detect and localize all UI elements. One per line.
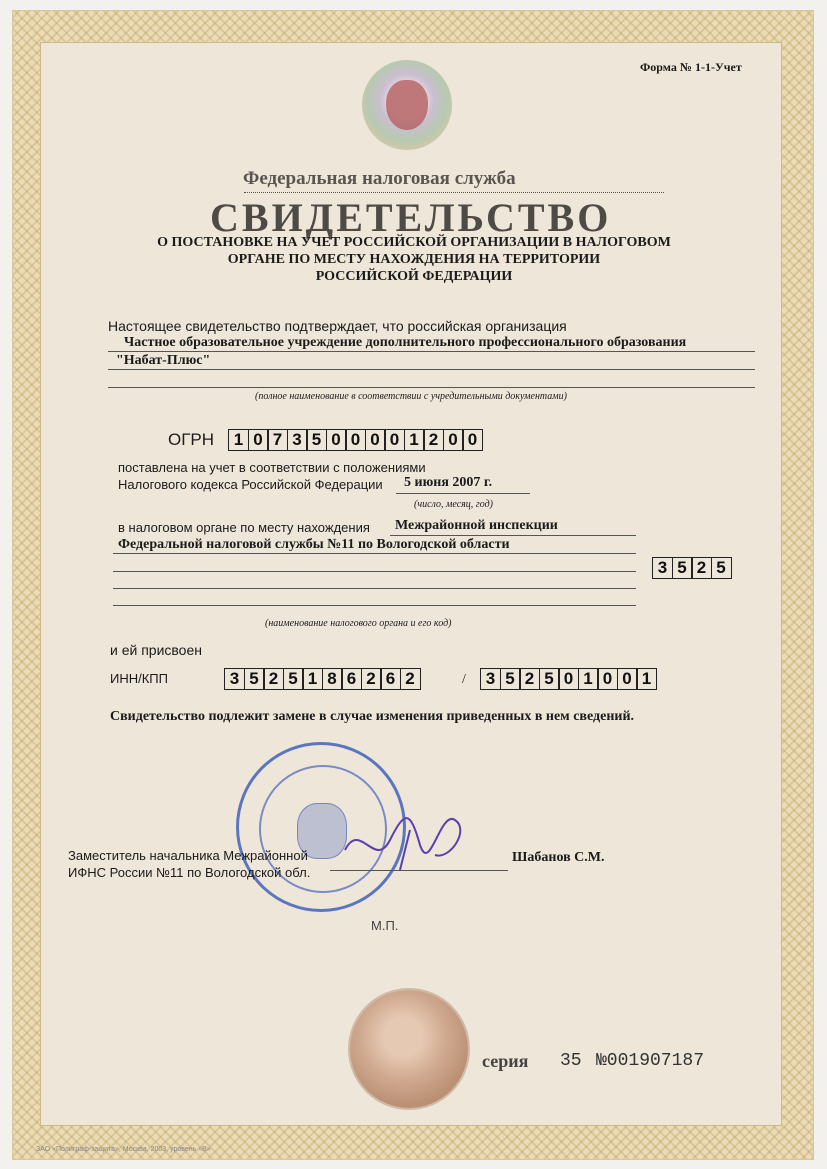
series-label: серия bbox=[482, 1051, 529, 1071]
office-code-digit: 2 bbox=[691, 557, 712, 579]
ogrn-digit: 0 bbox=[326, 429, 347, 451]
date-caption: (число, месяц, год) bbox=[414, 499, 493, 510]
ogrn-digit: 2 bbox=[423, 429, 444, 451]
office-underline-3 bbox=[113, 571, 636, 572]
kpp-digit: 5 bbox=[539, 668, 560, 690]
kpp-digit: 3 bbox=[480, 668, 501, 690]
inn-digit: 2 bbox=[361, 668, 382, 690]
office-code-digit: 3 bbox=[652, 557, 673, 579]
ogrn-digit: 0 bbox=[384, 429, 405, 451]
ogrn-digit: 1 bbox=[404, 429, 425, 451]
tax-office-name-2: Федеральной налоговой службы №11 по Вологодской области bbox=[118, 537, 510, 552]
tax-office-intro: в налоговом органе по месту нахождения bbox=[118, 520, 370, 535]
inn-cells bbox=[224, 668, 421, 690]
org-caption: (полное наименование в соответствии с учредительными документами) bbox=[255, 391, 567, 402]
inn-digit: 6 bbox=[341, 668, 362, 690]
subtitle-line-3: РОССИЙСКОЙ ФЕДЕРАЦИИ bbox=[315, 269, 513, 284]
ogrn-digit: 0 bbox=[365, 429, 386, 451]
inn-digit: 2 bbox=[263, 668, 284, 690]
office-underline-5 bbox=[113, 605, 636, 606]
ogrn-digit: 0 bbox=[462, 429, 483, 451]
ogrn-cells bbox=[228, 429, 483, 451]
registered-text-2: Налогового кодекса Российской Федерации bbox=[118, 477, 383, 492]
seal-place-mark: М.П. bbox=[371, 918, 399, 933]
org-name-line-2: "Набат-Плюс" bbox=[116, 353, 211, 368]
kpp-digit: 2 bbox=[519, 668, 540, 690]
kpp-digit: 1 bbox=[578, 668, 599, 690]
ogrn-digit: 7 bbox=[267, 429, 288, 451]
inn-digit: 8 bbox=[322, 668, 343, 690]
embossed-seal bbox=[350, 990, 468, 1108]
signature-icon bbox=[340, 800, 480, 880]
office-underline-4 bbox=[113, 588, 636, 589]
org-underline-3 bbox=[108, 387, 755, 388]
ogrn-digit: 0 bbox=[345, 429, 366, 451]
office-code-digit: 5 bbox=[672, 557, 693, 579]
intro-text: Настоящее свидетельство подтверждает, что российская организация bbox=[108, 318, 567, 334]
kpp-digit: 0 bbox=[617, 668, 638, 690]
series-value: 35 bbox=[560, 1051, 582, 1071]
org-name-line-1: Частное образовательное учреждение дополнительного профессионального образования bbox=[124, 335, 687, 350]
ogrn-label: ОГРН bbox=[168, 430, 215, 449]
signer-title-1: Заместитель начальника Межрайонной bbox=[68, 848, 308, 863]
registration-date: 5 июня 2007 г. bbox=[404, 475, 493, 490]
org-underline-2 bbox=[108, 369, 755, 370]
assigned-text: и ей присвоен bbox=[110, 642, 202, 658]
signer-title-2: ИФНС России №11 по Вологодской обл. bbox=[68, 865, 311, 880]
registered-text-1: поставлена на учет в соответствии с положениями bbox=[118, 460, 426, 475]
inn-kpp-label: ИНН/КПП bbox=[110, 671, 168, 686]
inn-digit: 5 bbox=[283, 668, 304, 690]
kpp-digit: 5 bbox=[500, 668, 521, 690]
signer-name: Шабанов С.М. bbox=[512, 850, 605, 865]
ogrn-digit: 5 bbox=[306, 429, 327, 451]
inn-digit: 3 bbox=[224, 668, 245, 690]
printer-note: ЗАО «Полиграф-защита», Москва, 2003, уровень «В» bbox=[36, 1146, 211, 1153]
kpp-digit: 0 bbox=[597, 668, 618, 690]
subtitle-line-1: О ПОСТАНОВКЕ НА УЧЕТ РОССИЙСКОЙ ОРГАНИЗАЦИИ В НАЛОГОВОМ bbox=[157, 235, 671, 250]
tax-office-name-1: Межрайонной инспекции bbox=[395, 518, 558, 533]
inn-digit: 1 bbox=[302, 668, 323, 690]
office-code-digit: 5 bbox=[711, 557, 732, 579]
ogrn-digit: 0 bbox=[248, 429, 269, 451]
kpp-digit: 1 bbox=[636, 668, 657, 690]
subtitle-line-2: ОРГАНЕ ПО МЕСТУ НАХОЖДЕНИЯ НА ТЕРРИТОРИИ bbox=[227, 252, 601, 267]
inn-kpp-slash: / bbox=[462, 672, 466, 687]
inn-digit: 2 bbox=[400, 668, 421, 690]
certificate-number: №001907187 bbox=[596, 1051, 705, 1071]
tax-office-code-cells bbox=[652, 557, 732, 579]
agency-underline bbox=[244, 192, 664, 193]
office-caption: (наименование налогового органа и его код) bbox=[265, 618, 452, 629]
ogrn-digit: 0 bbox=[443, 429, 464, 451]
kpp-digit: 0 bbox=[558, 668, 579, 690]
ogrn-digit: 3 bbox=[287, 429, 308, 451]
document-title: СВИДЕТЕЛЬСТВО bbox=[210, 195, 612, 240]
office-underline-2 bbox=[113, 553, 636, 554]
kpp-cells bbox=[480, 668, 657, 690]
inn-digit: 6 bbox=[380, 668, 401, 690]
signature-line bbox=[330, 870, 508, 871]
ogrn-digit: 1 bbox=[228, 429, 249, 451]
org-underline-1 bbox=[108, 351, 755, 352]
inn-digit: 5 bbox=[244, 668, 265, 690]
office-underline-1 bbox=[390, 535, 636, 536]
agency-name: Федеральная налоговая служба bbox=[243, 168, 516, 189]
date-underline bbox=[396, 493, 530, 494]
coat-of-arms-hologram bbox=[362, 60, 452, 150]
replacement-notice: Свидетельство подлежит замене в случае изменения приведенных в нем сведений. bbox=[110, 709, 635, 724]
form-number: Форма № 1-1-Учет bbox=[640, 60, 742, 74]
